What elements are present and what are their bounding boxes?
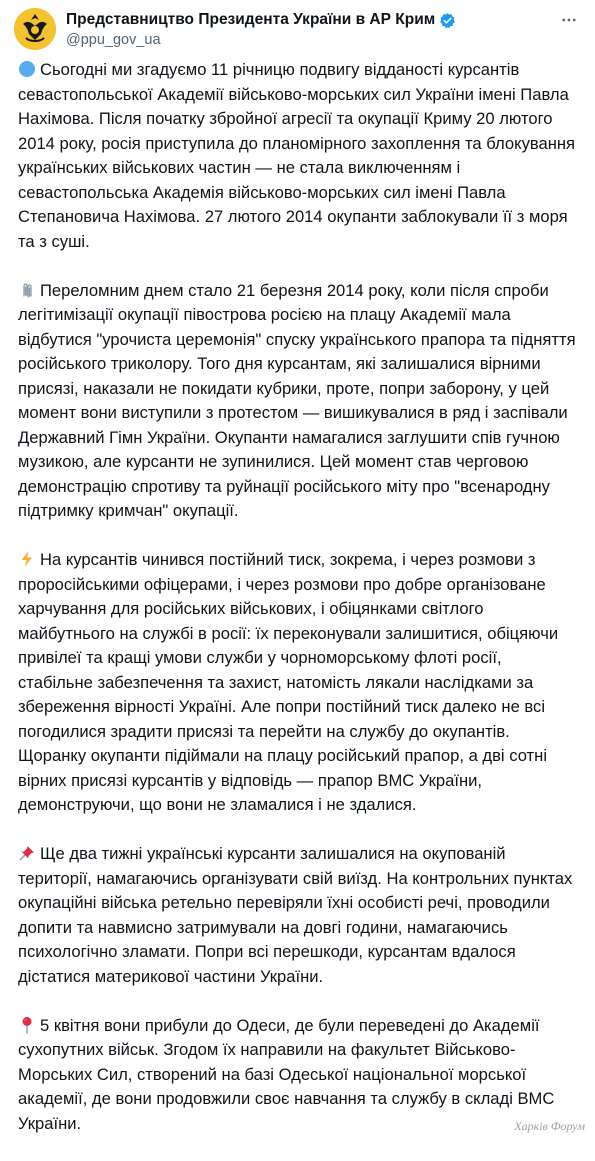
more-options-icon xyxy=(560,11,578,29)
paperclips-icon xyxy=(18,281,36,299)
lightning-icon xyxy=(18,550,36,568)
display-name[interactable]: Представництво Президента України в АР Крим xyxy=(66,11,436,28)
watermark: Харків Форум xyxy=(514,1119,585,1133)
post-paragraph-1 xyxy=(18,58,580,254)
post-header xyxy=(14,8,581,52)
post-paragraph-5 xyxy=(18,1014,580,1137)
handle[interactable]: @ppu_gov_ua xyxy=(66,32,161,48)
post-paragraph-2 xyxy=(18,279,580,524)
more-options-button[interactable] xyxy=(557,10,581,30)
pushpin-icon xyxy=(18,844,36,862)
post-body xyxy=(18,58,580,1161)
crimea-emblem-icon xyxy=(14,8,56,50)
paragraph-text: Ще два тижні українські курсанти залишалися на окупованій території, намагаючись організувати свій виїзд. На контрольних пунктах окупаційні війська ретельно перевіряли їхні особисті речі, проводили допити та навмисно затримували на довгі години, намагаючись психологічно зламати. Попри всі перешкоди, курсантам вдалося дістатися материкової частини України. xyxy=(18,844,573,986)
name-row xyxy=(66,10,456,30)
blue-circle-icon xyxy=(18,60,36,78)
verified-badge-icon xyxy=(439,12,456,29)
post-paragraph-3 xyxy=(18,548,580,818)
avatar[interactable] xyxy=(14,8,56,50)
post-paragraph-4 xyxy=(18,842,580,989)
paragraph-text: 5 квітня вони прибули до Одеси, де були переведені до Академії сухопутних військ. Згодом їх направили на факультет Військово-Морських Сил, створений на базі Одеської національної морської академії, де вони продовжили своє навчання та службу в складі ВМС України. xyxy=(18,1015,555,1133)
paragraph-text: Сьогодні ми згадуємо 11 річницю подвигу відданості курсантів севастопольської Академії військово-морських сил України імені Павла Нахімова. Після початку збройної агресії та окупації Криму 20 лютого 2014 року, росія приступила до планомірного захоплення та блокування українських військових частин — не стала виключенням і севастопольська Академія військово-морських сил імені Павла Степановича Нахімова. 27 лютого 2014 окупанти заблокували її з моря та з суші. xyxy=(18,60,576,251)
paragraph-text: Переломним днем стало 21 березня 2014 року, коли після спроби легітимізації окупації півострова росією на плацу Академії мала відбутися "урочиста церемонія" спуску українського прапора та підняття російського триколору. Того дня курсантам, які залишалися вірними присязі, наказали не покидати кубрики, проте, попри заборону, у цей момент вони виступили з протестом — вишикувалися в ряд і заспівали Державний Гімн України. Окупанти намагалися заглушити спів гучною музикою, але курсанти не зупинилися. Цей момент став черговою демонстрацію спротиву та руйнації російського міту про "всенародну підтримку кримчан" окупації. xyxy=(18,280,576,520)
paragraph-text: На курсантів чинився постійний тиск, зокрема, і через розмови з проросійськими офіцерами, і через розмови про добре організоване харчування для російських військових, і обіцянками світлого майбутнього на службі в росії: їх переконували залишитися, обіцяючи привілеї та кращі умови служби у чорноморському флоті росії, стабільне забезпечення та захист, натомість лякали наслідками за збереження вірності Україні. Але попри постійний тиск далеко не всі погодилися зрадити присязі та перейти на службу до окупантів. Щоранку окупанти підіймали на плацу російський прапор, а дві сотні вірних присязі курсантів у відповідь — прапор ВМС України, демонструючи, що вони не зламалися і не здалися. xyxy=(18,550,559,814)
round-pushpin-icon xyxy=(18,1016,36,1034)
